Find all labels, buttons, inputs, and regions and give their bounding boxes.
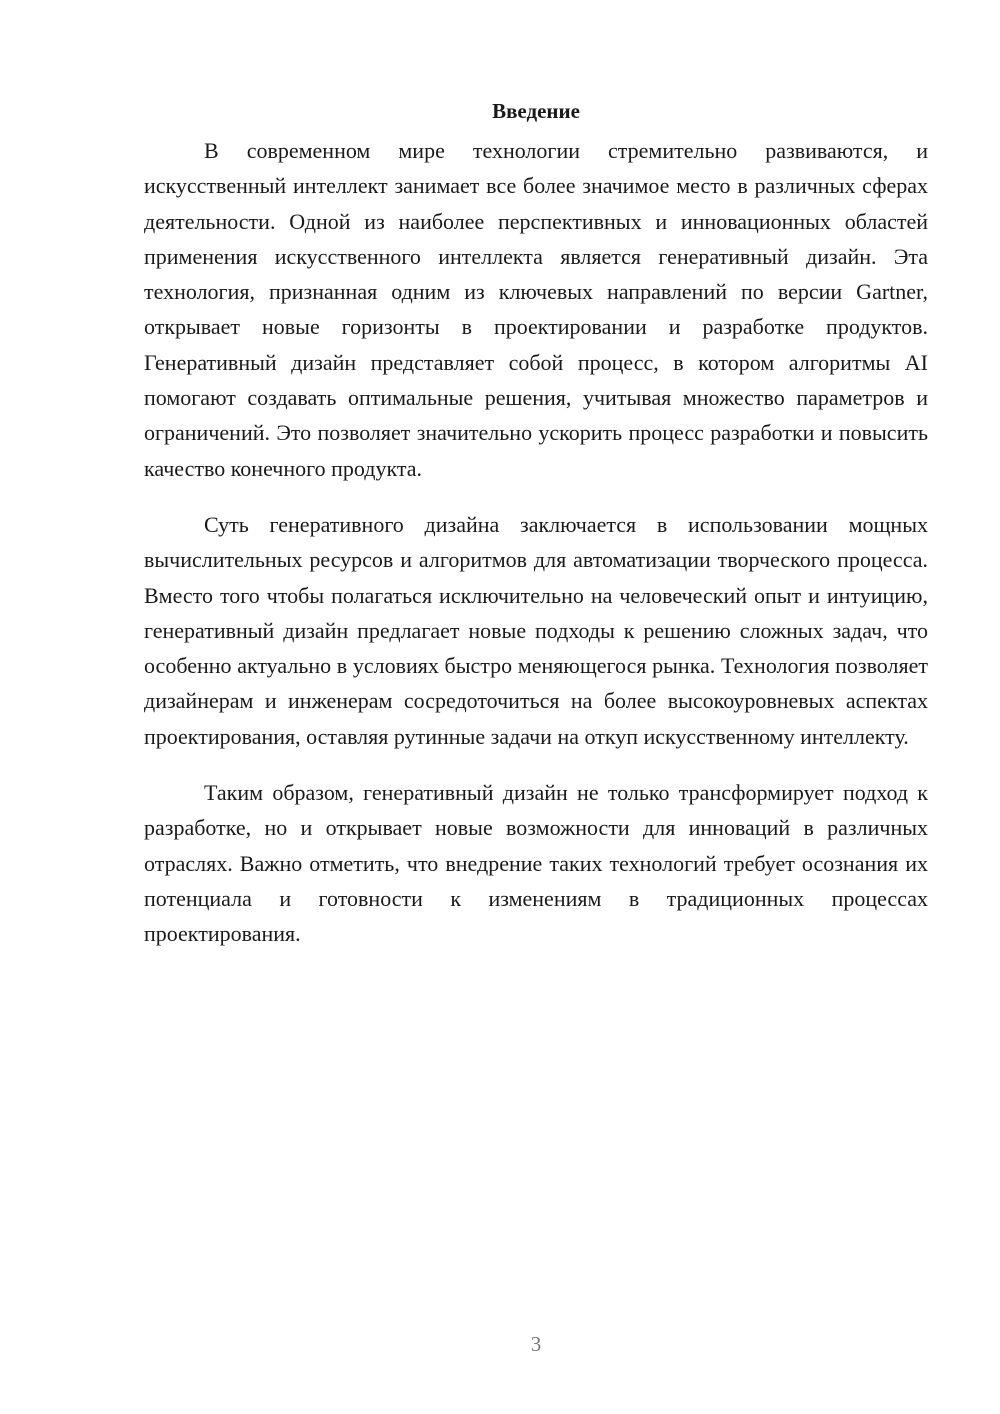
- section-heading: Введение: [492, 99, 580, 123]
- document-body: [144, 94, 928, 952]
- paragraph-2: Суть генеративного дизайна заключается в использовании мощных вычислительных ресурсов и алгоритмов для автоматизации творческого процесса. Вместо того чтобы полагаться исключительно на человеческий опыт и интуицию, генеративный дизайн предлагает новые подходы к решению сложных задач, что особенно актуально в условиях быстро меняющегося рынка. Технология позволяет дизайнерам и инженерам сосредоточиться на более высокоуровневых аспектах проектирования, оставляя рутинные задачи на откуп искусственному интеллекту.: [144, 511, 928, 749]
- paragraph-1: В современном мире технологии стремительно развиваются, и искусственный интеллект занимает все более значимое место в различных сферах деятельности. Одной из наиболее перспективных и инновационных областей применения искусственного интеллекта является генеративный дизайн. Эта технология, признанная одним из ключевых направлений по версии Gartner, открывает новые горизонты в проектировании и разработке продуктов. Генеративный дизайн представляет собой процесс, в котором алгоритмы AI помогают создавать оптимальные решения, учитывая множество параметров и ограничений. Это позволяет значительно ускорить процесс разработки и повысить качество конечного продукта.: [144, 138, 928, 481]
- page-number: 3: [530, 1332, 542, 1356]
- paragraph-3: Таким образом, генеративный дизайн не только трансформирует подход к разработке, но и открывает новые возможности для инноваций в различных отраслях. Важно отметить, что внедрение таких технологий требует осознания их потенциала и готовности к изменениям в традиционных процессах проектирования.: [144, 780, 928, 947]
